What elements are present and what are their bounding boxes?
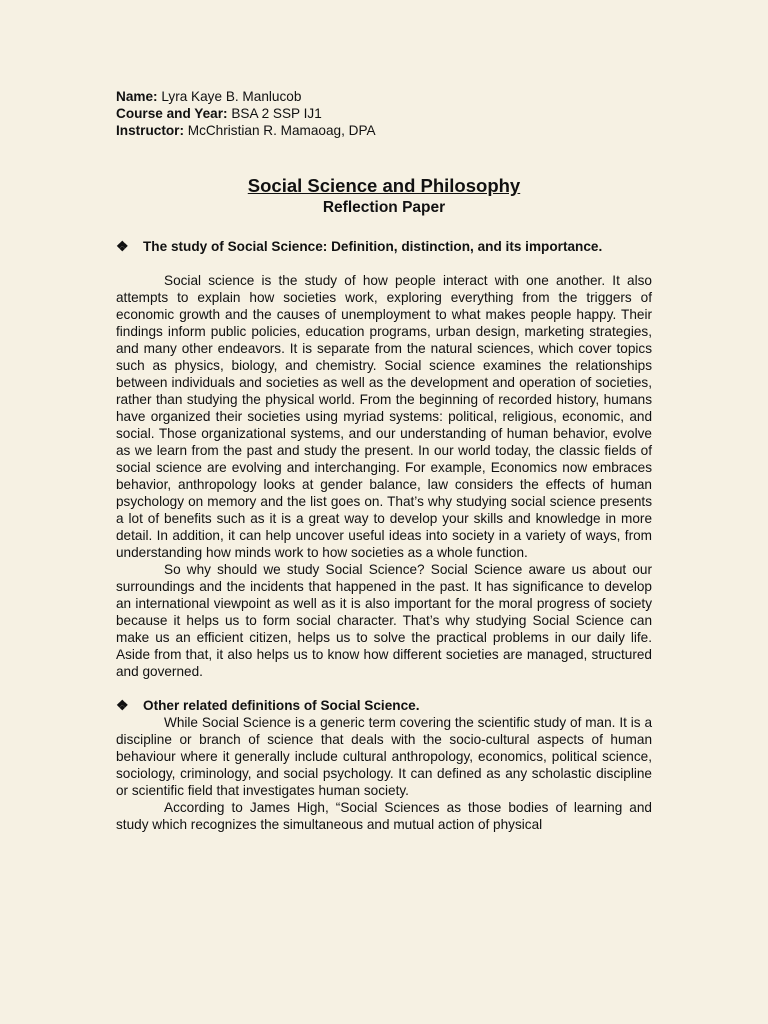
document-title: Social Science and Philosophy [247,175,521,196]
section-heading-text: Other related definitions of Social Science. [143,698,420,713]
diamond-bullet-icon: ❖ [116,697,129,713]
instructor-line [116,122,652,139]
paragraph: While Social Science is a generic term covering the scientific study of man. It is a discipline or branch of science that deals with the socio-cultural aspects of human behaviour where it generally include cultural anthropology, economics, political science, sociology, criminology, and social psychology. It can defined as any scholastic discipline or scientific field that investigates human society. [116,715,652,798]
course-value: BSA 2 SSP IJ1 [227,106,322,121]
name-label: Name: [116,89,158,104]
paragraph-continues [116,799,652,833]
section-heading [116,238,652,255]
student-name-line [116,88,652,105]
title-block [116,175,652,218]
section-heading-text: The study of Social Science: Definition, distinction, and its importance. [143,239,603,254]
diamond-bullet-icon: ❖ [116,238,129,254]
instructor-label: Instructor: [116,123,184,138]
document-subtitle: Reflection Paper [322,199,446,216]
paragraph: According to James High, “Social Sciences as those bodies of learning and study which recognizes the simultaneous and mutual action of physical [116,800,652,832]
instructor-value: McChristian R. Mamaoag, DPA [183,123,376,138]
name-value: Lyra Kaye B. Manlucob [157,89,302,104]
section-heading [116,697,652,714]
paragraph: Social science is the study of how people interact with one another. It also attempts to explain how societies work, exploring everything from the triggers of economic growth and the causes of unemployment to what makes people happy. Their findings inform public policies, education programs, urban design, marketing strategies, and many other endeavors. It is separate from the natural sciences, which cover topics such as physics, biology, and chemistry. Social science examines the relationships between individuals and societies as well as the development and operation of societies, rather than studying the physical world. From the beginning of recorded history, humans have organized their societies using myriad systems: political, religious, economic, and social. Those organizational systems, and our understanding of human behavior, evolve as we learn from the past and study the present. In our world today, the classic fields of social science are evolving and interchanging. For example, Economics now embraces behavior, anthropology looks at gender balance, law considers the effects of human psychology on memory and the list goes on. That’s why studying social science presents a lot of benefits such as it is a great way to develop your skills and knowledge in more detail. In addition, it can help uncover useful ideas into society in a variety of ways, from understanding how minds work to how societies as a whole function. [116,273,652,560]
paragraph: So why should we study Social Science? Social Science aware us about our surroundings and the incidents that happened in the past. It has significance to develop an international viewpoint as well as it is also important for the moral progress of society because it helps us to form social character. That’s why studying Social Science can make us an efficient citizen, helps us to solve the practical problems in our daily life. Aside from that, it also helps us to know how different societies are managed, structured and governed. [116,562,652,679]
course-label: Course and Year: [116,106,228,121]
document-page [116,88,652,833]
course-line [116,105,652,122]
